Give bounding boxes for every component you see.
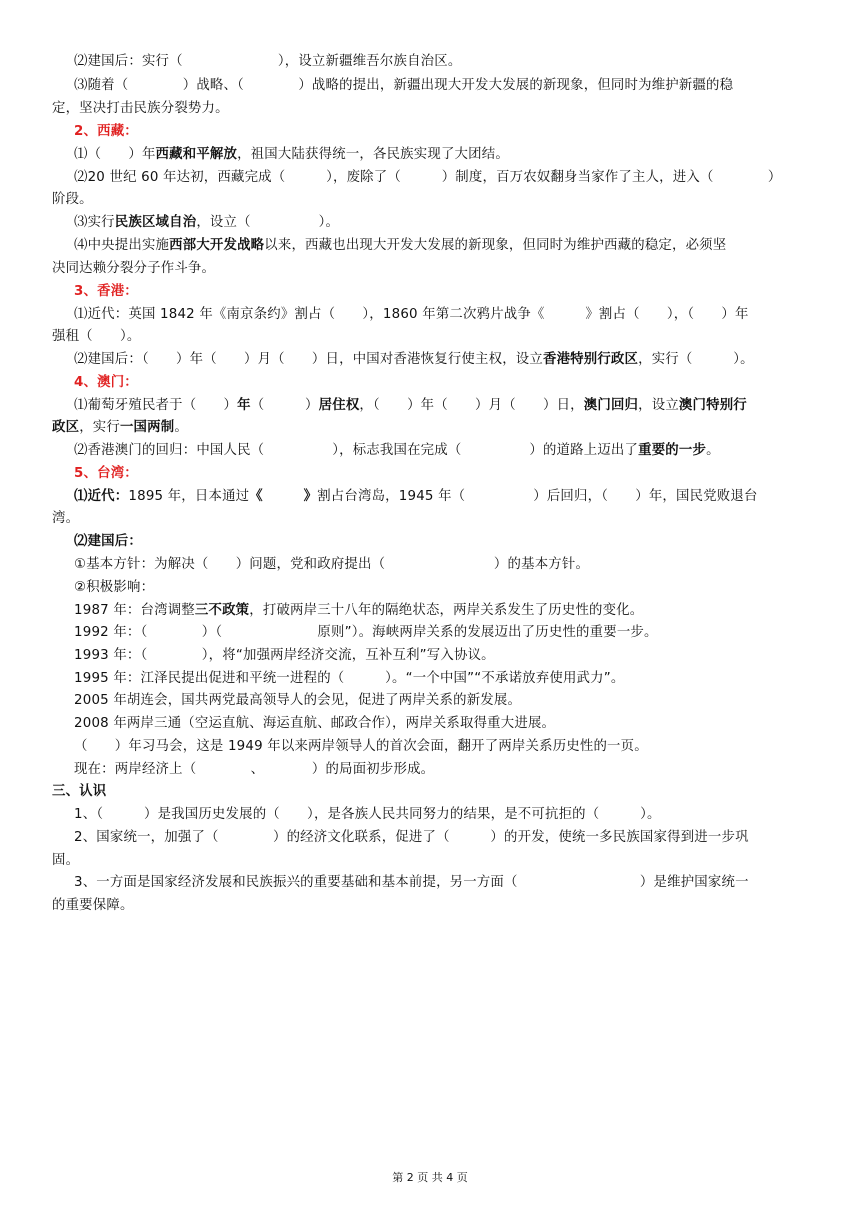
tibet-item-1: ⑴（ ）年西藏和平解放，祖国大陆获得统一，各民族实现了大团结。 [74,147,509,162]
section-heading-hongkong: 3、香港： [74,284,138,299]
section-heading-macau: 4、澳门： [74,375,138,390]
macau-item-2: ⑵香港澳门的回归：中国人民（ ），标志我国在完成（ ）的道路上迈出了重要的一步。 [74,443,720,458]
understanding-item-1: 1、（ ）是我国历史发展的（ ），是各族人民共同努力的结果，是不可抗拒的（ ）。 [74,807,661,822]
macau-item-1: ⑴葡萄牙殖民者于（ ）年（ ）居住权，（ ）年（ ）月（ ）日，澳门回归，设立澳门特别行 [74,398,747,413]
taiwan-positive-impact: ②积极影响： [74,580,155,595]
hongkong-item-1-cont: 强租（ ）。 [52,329,141,344]
section-heading-understanding: 三、认识 [52,784,107,799]
taiwan-event-2008: 2008 年两岸三通（空运直航、海运直航、邮政合作），两岸关系取得重大进展。 [74,716,556,731]
taiwan-event-1987: 1987 年：台湾调整三不政策，打破两岸三十八年的隔绝状态，两岸关系发生了历史性的变化。 [74,603,644,618]
xinjiang-item-3-cont: 定，坚决打击民族分裂势力。 [52,101,229,116]
section-heading-tibet: 2、西藏： [74,124,138,139]
understanding-item-2: 2、国家统一，加强了（ ）的经济文化联系，促进了（ ）的开发，使统一多民族国家得到进一步巩 [74,830,749,845]
understanding-item-3-cont: 的重要保障。 [52,898,134,913]
hongkong-item-2: ⑵建国后：（ ）年（ ）月（ ）日，中国对香港恢复行使主权，设立香港特别行政区，实行（ ）。 [74,352,754,367]
taiwan-event-2005: 2005 年胡连会，国共两党最高领导人的会见，促进了两岸关系的新发展。 [74,693,522,708]
taiwan-item-1-cont: 湾。 [52,511,80,526]
tibet-item-2: ⑵20 世纪 60 年达初，西藏完成（ ），废除了（ ）制度，百万农奴翻身当家作了主人，进入（ ） [74,170,782,185]
macau-item-1-cont: 政区，实行一国两制。 [52,420,188,435]
taiwan-event-1995: 1995 年：江泽民提出促进和平统一进程的（ ）。“一个中国”“不承诺放弃使用武力”。 [74,671,625,686]
xinjiang-item-2: ⑵建国后：实行（ ），设立新疆维吾尔族自治区。 [74,54,462,69]
tibet-item-2-cont: 阶段。 [52,192,93,207]
taiwan-event-1992: 1992 年：（ ）（ 原则”）。海峡两岸关系的发展迈出了历史性的重要一步。 [74,625,658,640]
taiwan-item-2: ⑵建国后： [74,534,142,549]
tibet-item-4-cont: 决同达赖分裂分子作斗争。 [52,261,216,276]
taiwan-item-1: ⑴近代：1895 年，日本通过《 》割占台湾岛，1945 年（ ）后回归，（ ）年，国民党败退台 [74,489,758,504]
understanding-item-3: 3、一方面是国家经济发展和民族振兴的重要基础和基本前提，另一方面（ ）是维护国家统一 [74,875,749,890]
taiwan-event-1993: 1993 年：（ ），将“加强两岸经济交流，互补互利”写入协议。 [74,648,495,663]
page-number-footer: 第 2 页 共 4 页 [392,1171,468,1184]
taiwan-basic-policy: ①基本方针：为解决（ ）问题，党和政府提出（ ）的基本方针。 [74,557,590,572]
tibet-item-4: ⑷中央提出实施西部大开发战略以来，西藏也出现大开发大发展的新现象，但同时为维护西藏的稳定，必须坚 [74,238,727,253]
section-heading-taiwan: 5、台湾： [74,466,138,481]
understanding-item-2-cont: 固。 [52,853,80,868]
hongkong-item-1: ⑴近代：英国 1842 年《南京条约》割占（ ），1860 年第二次鸦片战争《 》割占（ ），（ ）年 [74,307,749,322]
tibet-item-3: ⑶实行民族区域自治，设立（ ）。 [74,215,340,230]
taiwan-current: 现在：两岸经济上（ 、 ）的局面初步形成。 [74,762,435,777]
taiwan-event-meeting: （ ）年习马会，这是 1949 年以来两岸领导人的首次会面，翻开了两岸关系历史性的一页。 [74,739,648,754]
xinjiang-item-3: ⑶随着（ ）战略、（ ）战略的提出，新疆出现大开发大发展的新现象，但同时为维护新疆的稳 [74,78,734,93]
